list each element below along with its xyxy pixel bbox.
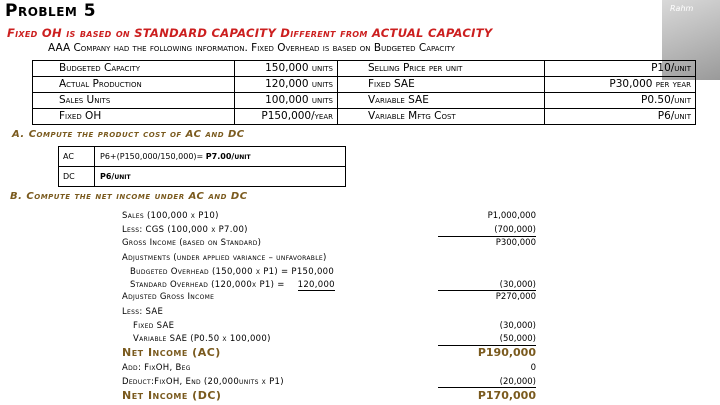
- fixed-sae-amount: (30,000): [499, 321, 536, 331]
- variable-sae-amount: (50,000): [499, 334, 536, 344]
- watermark-signature: Rahm: [670, 4, 694, 13]
- adjusted-gross-label: Adjusted Gross Income: [122, 292, 215, 302]
- net-income-dc-amount: P170,000: [477, 389, 536, 402]
- part-b-heading: B. Compute the net income under AC and DC: [10, 191, 248, 202]
- info-label: Variable SAE: [338, 93, 545, 109]
- net-income-ac-label: Net Income (AC): [122, 346, 221, 359]
- info-value: 120,000 units: [235, 77, 338, 93]
- cost-result: P6/unit: [100, 172, 131, 181]
- fixed-sae-label: Fixed SAE: [133, 321, 175, 331]
- info-label: Variable Mftg Cost: [338, 109, 545, 125]
- info-value: 100,000 units: [235, 93, 338, 109]
- subtotal-rule: [438, 290, 536, 291]
- deduct-fixoh-amount: (20,000): [499, 377, 536, 387]
- product-cost-table: [58, 146, 346, 187]
- table-row: [33, 77, 696, 93]
- info-label: Selling Price per unit: [338, 61, 545, 77]
- problem-title: Problem 5: [5, 1, 97, 21]
- info-label: Budgeted Capacity: [33, 61, 235, 77]
- problem-intro: AAA Company had the following information. Fixed Overhead is based on Budgeted Capacity: [48, 42, 455, 54]
- net-income-ac-amount: P190,000: [477, 346, 536, 359]
- deduct-fixoh-label: Deduct:FixOH, End (20,000units x P1): [122, 377, 284, 387]
- table-row: [59, 167, 346, 187]
- variable-sae-label: Variable SAE (P0.50 x 100,000): [133, 334, 271, 344]
- under-applied-amount: (30,000): [499, 280, 536, 290]
- info-value: 150,000 units: [235, 61, 338, 77]
- cost-formula: P6+(P150,000/150,000)=: [100, 152, 206, 161]
- info-table: [32, 60, 696, 125]
- subtotal-rule: [438, 387, 536, 388]
- standard-overhead-value: 120,000: [297, 280, 335, 290]
- sales-amount: P1,000,000: [487, 211, 536, 221]
- info-label: Actual Production: [33, 77, 235, 93]
- add-fixoh-amount: 0: [530, 363, 536, 373]
- cost-key: DC: [59, 167, 95, 187]
- cost-result: P7.00/unit: [205, 152, 251, 161]
- info-value: P30,000 per year: [545, 77, 696, 93]
- sales-label: Sales (100,000 x P10): [122, 211, 219, 221]
- info-value: P10/unit: [545, 61, 696, 77]
- cgs-label: Less: CGS (100,000 x P7.00): [122, 225, 248, 235]
- info-value: P150,000/year: [235, 109, 338, 125]
- gross-income-amount: P300,000: [495, 238, 536, 248]
- subtotal-rule: [438, 236, 536, 237]
- budgeted-overhead-label: Budgeted Overhead (150,000 x P1) = P150,000: [130, 267, 335, 277]
- adjustments-label: Adjustments (under applied variance – unfavorable): [122, 253, 327, 263]
- table-row: [33, 61, 696, 77]
- adjusted-gross-amount: P270,000: [495, 292, 536, 302]
- table-row: [33, 109, 696, 125]
- info-label: Fixed OH: [33, 109, 235, 125]
- part-a-heading: A. Compute the product cost of AC and DC: [12, 129, 245, 140]
- add-fixoh-label: Add: FixOH, Beg: [122, 363, 191, 373]
- info-label: Fixed SAE: [338, 77, 545, 93]
- standard-overhead-label: Standard Overhead (120,000x P1) =: [130, 280, 288, 290]
- info-value: P6/unit: [545, 109, 696, 125]
- info-value: P0.50/unit: [545, 93, 696, 109]
- gross-income-label: Gross Income (based on Standard): [122, 238, 262, 248]
- net-income-dc-label: Net Income (DC): [122, 389, 222, 402]
- cost-key: AC: [59, 147, 95, 167]
- cgs-amount: (700,000): [494, 225, 536, 235]
- table-row: [59, 147, 346, 167]
- table-row: [33, 93, 696, 109]
- less-sae-label: Less: SAE: [122, 307, 164, 317]
- problem-subtitle: Fixed OH is based on STANDARD CAPACITY Different from ACTUAL CAPACITY: [7, 26, 493, 40]
- info-label: Sales Units: [33, 93, 235, 109]
